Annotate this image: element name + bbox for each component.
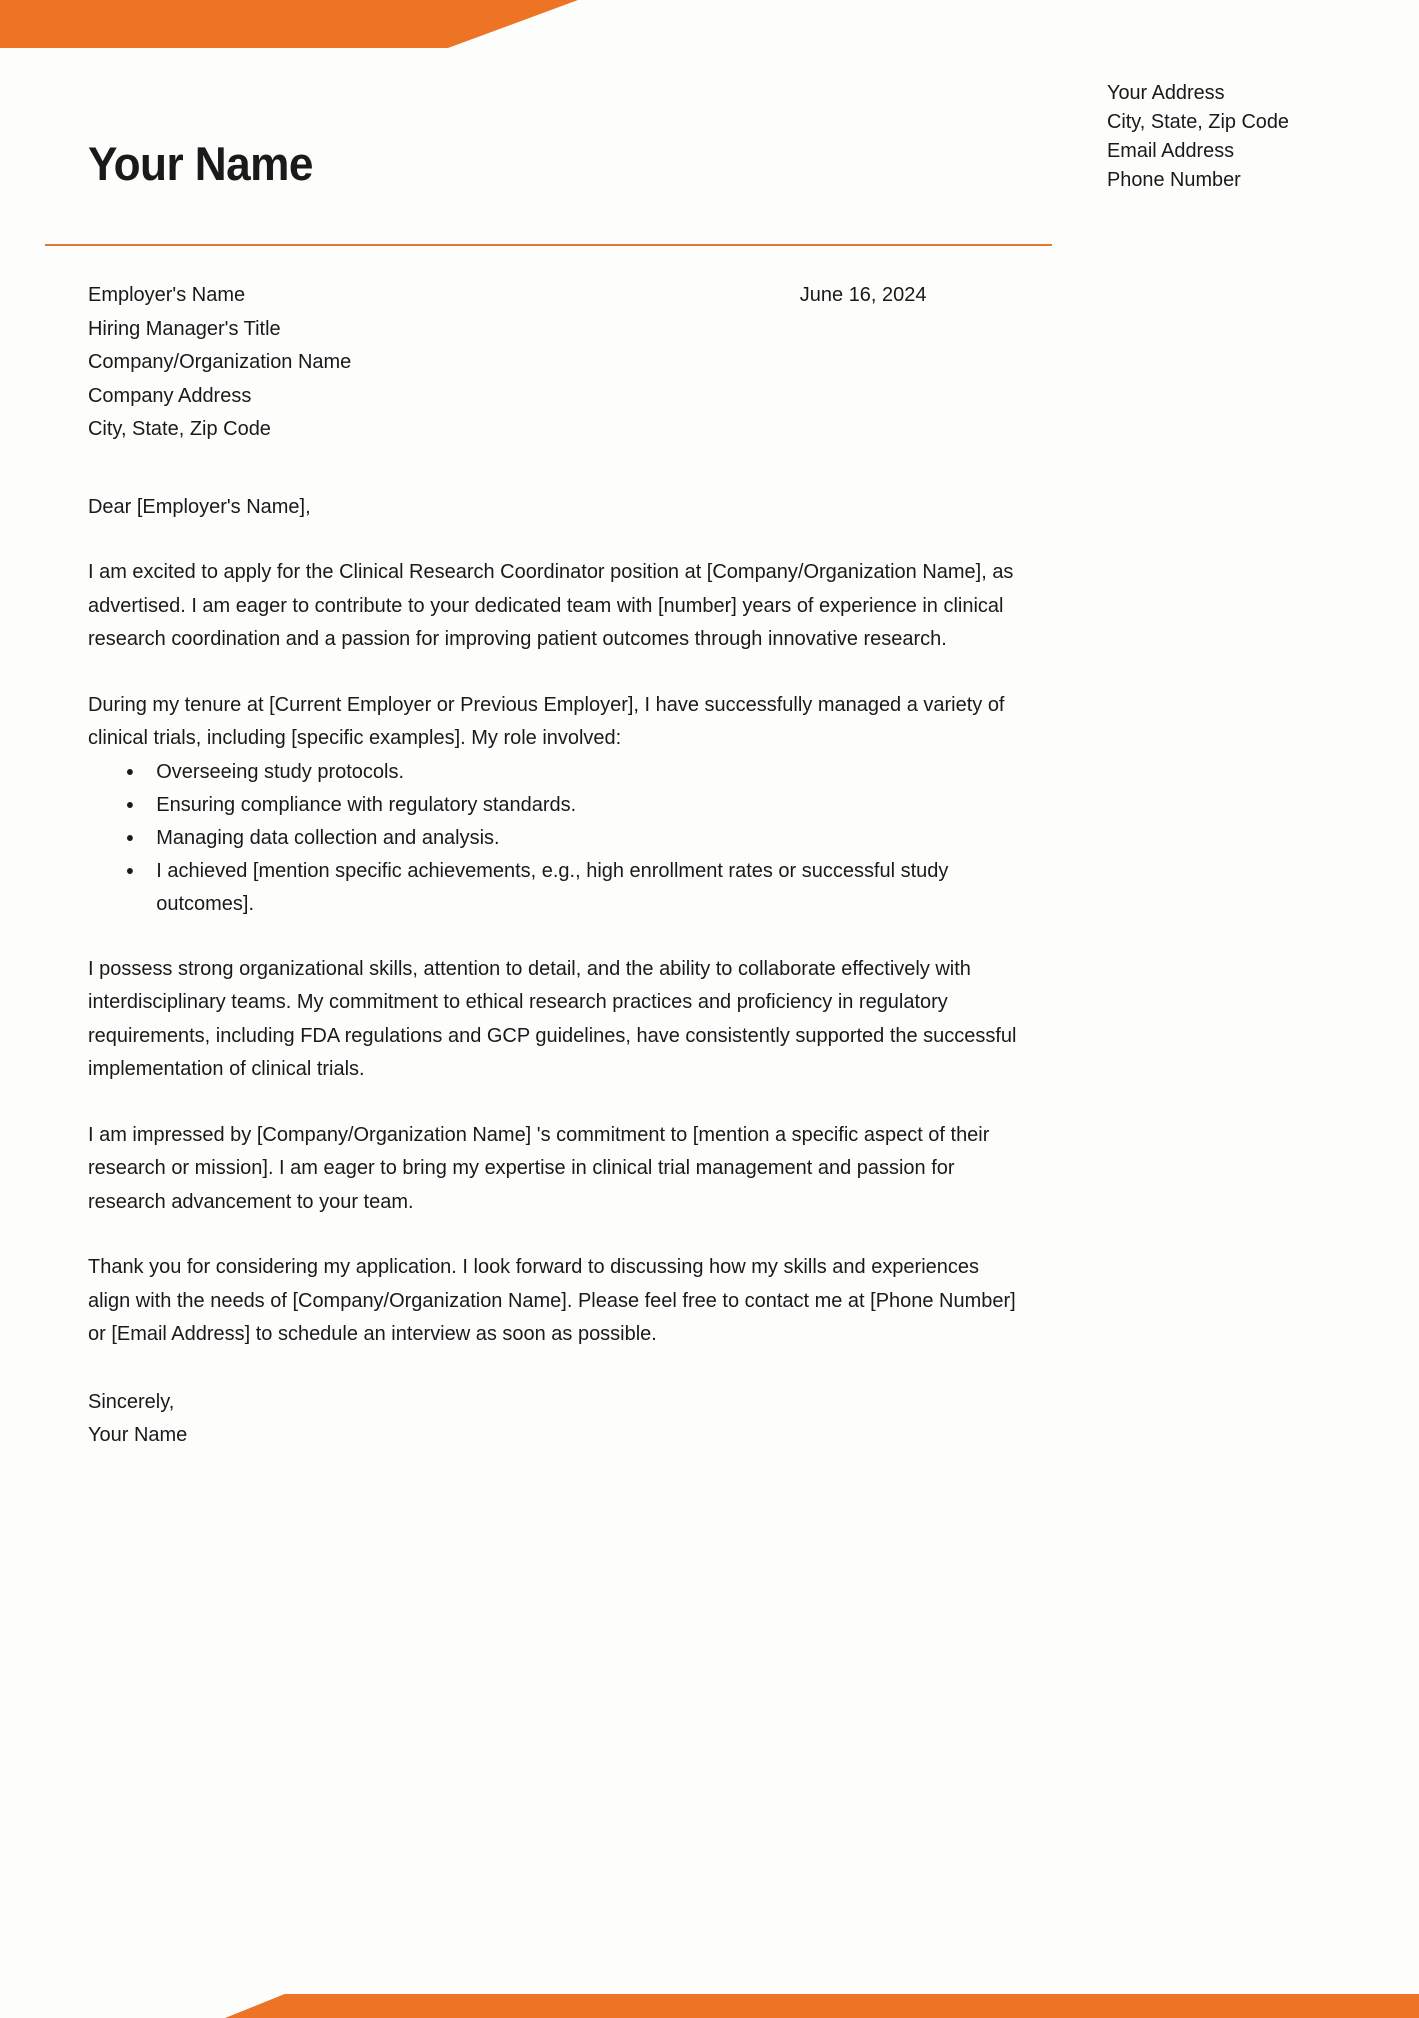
- responsibilities-list: [88, 755, 1024, 920]
- recipient-block: [88, 278, 351, 446]
- list-item: Ensuring compliance with regulatory standards.: [121, 788, 1024, 821]
- body-paragraph-4: I am impressed by [Company/Organization Name] 's commitment to [mention a specific aspect of their research or mission]. I am eager to bring my expertise in clinical trial management and passion for research advancement to your team.: [88, 1122, 990, 1213]
- sender-city-state-zip-line: City, State, Zip Code: [1107, 110, 1290, 133]
- header-accent-banner: [0, 0, 578, 48]
- recipient-city-state-zip-line: City, State, Zip Code: [88, 417, 271, 440]
- sender-address-line: Your Address: [1107, 81, 1225, 104]
- letter-body: [88, 278, 1024, 1451]
- recipient-address-line: Company Address: [88, 383, 252, 407]
- recipient-and-date-row: [88, 278, 1024, 446]
- list-item: Managing data collection and analysis.: [121, 821, 1024, 854]
- header-divider: [45, 244, 1052, 246]
- salutation: Dear [Employer's Name],: [88, 494, 311, 518]
- letterhead: [0, 78, 1419, 194]
- list-item: Overseeing study protocols.: [121, 755, 1024, 788]
- closing-salutation: Sincerely,: [88, 1389, 175, 1413]
- footer-accent-banner: [225, 1994, 1419, 2018]
- sender-email-line: Email Address: [1107, 139, 1235, 162]
- body-paragraph-1: I am excited to apply for the Clinical Research Coordinator position at [Company/Organization Name], as advertised. I am eager to contribute to your dedicated team with [number] years of experience in clinical research coordination and a passion for improving patient outcomes through innovative research.: [88, 560, 1014, 650]
- recipient-company-line: Company/Organization Name: [88, 350, 352, 373]
- sender-phone-line: Phone Number: [1107, 168, 1242, 191]
- letter-date: June 16, 2024: [799, 283, 927, 306]
- sender-contact-block: [1107, 78, 1324, 194]
- list-item: I achieved [mention specific achievements, e.g., high enrollment rates or successful study outcomes].: [121, 854, 1024, 920]
- recipient-title-line: Hiring Manager's Title: [88, 316, 281, 340]
- body-paragraph-2: During my tenure at [Current Employer or Previous Employer], I have successfully managed a variety of clinical trials, including [specific examples]. My role involved:: [88, 692, 1005, 749]
- body-paragraph-3: I possess strong organizational skills, attention to detail, and the ability to collaborate effectively with interdisciplinary teams. My commitment to ethical research practices and proficiency in regulatory requirements, including FDA regulations and GCP guidelines, have consistently supported the successful implementation of clinical trials.: [88, 956, 1017, 1080]
- page-title: Your Name: [88, 137, 313, 190]
- recipient-name-line: Employer's Name: [88, 283, 246, 306]
- signature-name: Your Name: [88, 1422, 188, 1446]
- signature-block: [88, 1385, 1024, 1451]
- body-paragraph-5: Thank you for considering my application. I look forward to discussing how my skills and experiences align with the needs of [Company/Organization Name]. Please feel free to contact me at [Phone Number] or [Email Address] to schedule an interview as soon as possible.: [88, 1255, 1016, 1345]
